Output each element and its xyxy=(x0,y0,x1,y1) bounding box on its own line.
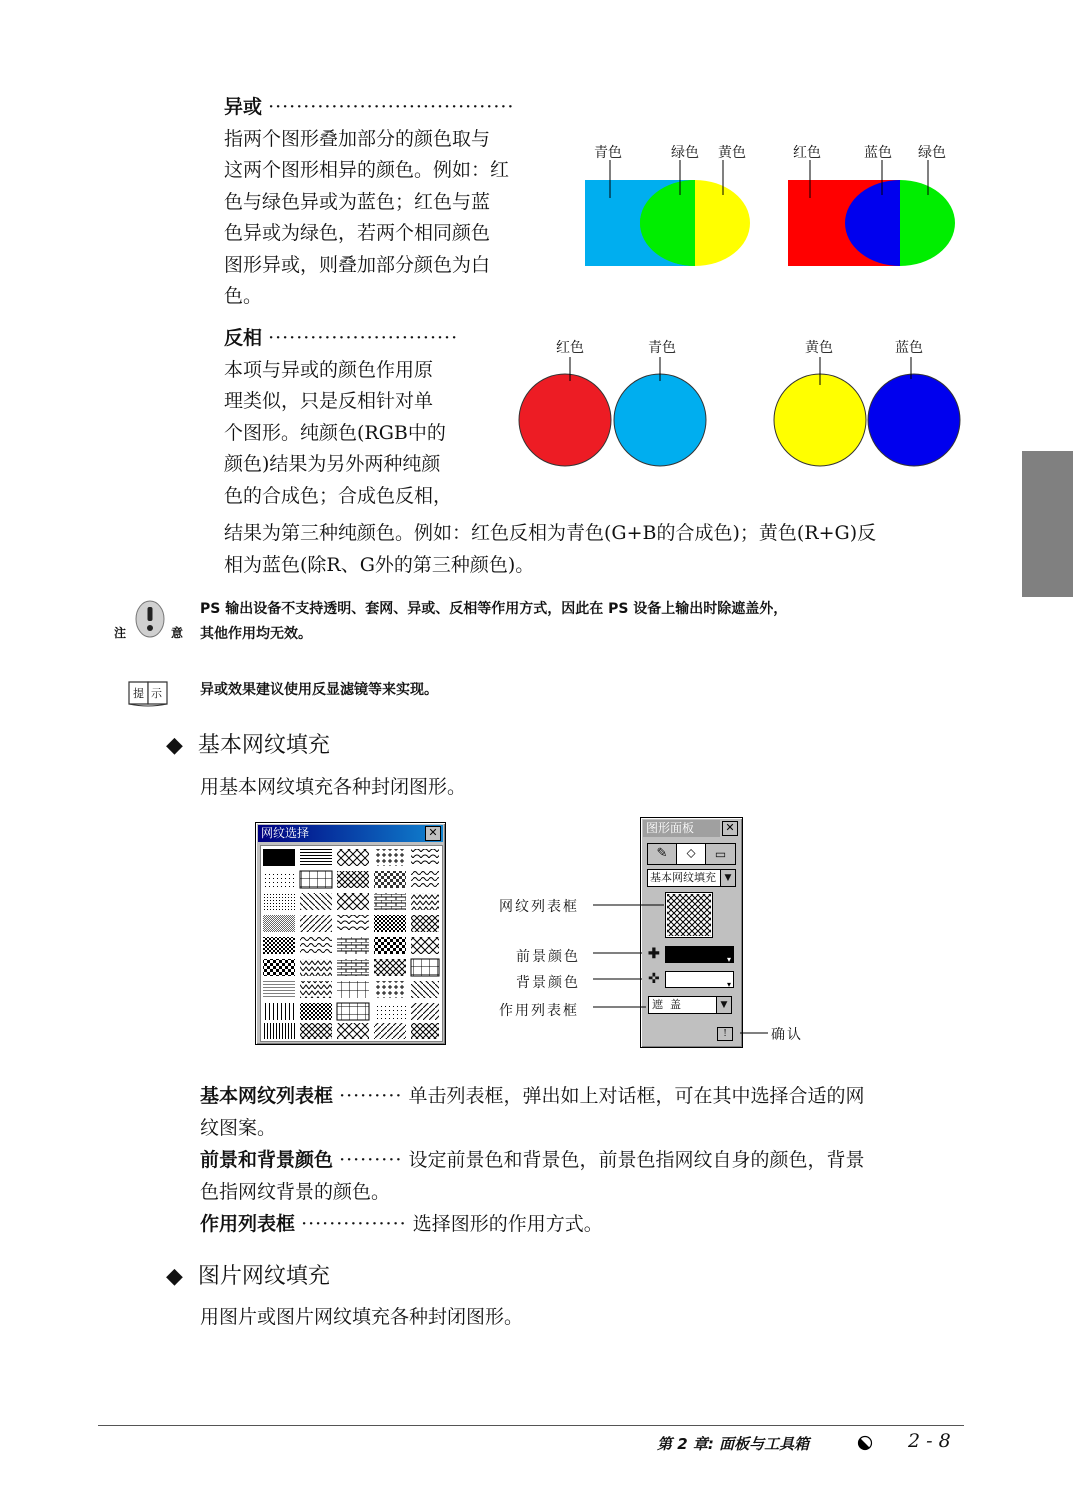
fg-plus-icon: ✚ xyxy=(648,946,660,962)
pen-tab-icon[interactable]: ✎ xyxy=(648,844,677,864)
callout-pattern-list: 网纹列表框 xyxy=(499,899,579,915)
pattern-type-value: 基本网纹填充 xyxy=(650,871,716,884)
xor-left-label-yellow: 黄色 xyxy=(718,145,746,161)
invert-full-line: 相为蓝色(除R、G外的第三种颜色)。 xyxy=(224,553,535,576)
invert-heading: 反相 xyxy=(224,327,263,349)
callout-confirm: 确认 xyxy=(771,1027,803,1043)
xor-line: 色。 xyxy=(224,285,263,307)
xor-heading-line xyxy=(224,92,554,124)
section1-title: 基本网纹填充 xyxy=(197,733,330,758)
note-text xyxy=(200,597,787,647)
invert-label-cyan: 青色 xyxy=(648,340,676,356)
footer-chapter: 第 2 章: 面板与工具箱 xyxy=(657,1435,810,1453)
xor-line: 色异或为绿色，若两个相同颜色 xyxy=(224,222,491,244)
xor-section xyxy=(224,92,554,313)
definition-text: 纹图案。 xyxy=(200,1117,277,1139)
definition-term: 作用列表框 xyxy=(200,1213,296,1235)
invert-line: 个图形。纯颜色(RGB中的 xyxy=(224,421,446,444)
xor-line: 指两个图形叠加部分的颜色取与 xyxy=(224,127,491,150)
invert-label-red: 红色 xyxy=(556,340,584,356)
pattern-row[interactable] xyxy=(263,981,439,998)
note-icon-char-right: 意 xyxy=(171,626,184,640)
cyan-circle xyxy=(614,374,706,466)
definitions xyxy=(200,1080,970,1240)
definition-mode xyxy=(200,1208,970,1240)
pattern-dialog-titlebar xyxy=(258,825,443,842)
chapter-side-tab xyxy=(1022,451,1073,597)
invert-line: 本项与异或的颜色作用原 xyxy=(224,358,434,381)
definition-colors xyxy=(200,1144,970,1176)
yellow-circle xyxy=(774,374,866,466)
section2-intro: 用图片或图片网纹填充各种封闭图形。 xyxy=(200,1306,524,1328)
invert-diagram xyxy=(510,355,970,475)
invert-section xyxy=(224,323,504,512)
footer-rule xyxy=(98,1425,964,1426)
definition-dots: ········· xyxy=(339,1085,403,1107)
note-icon xyxy=(114,598,184,644)
xor-line: 色与绿色异或为蓝色；红色与蓝 xyxy=(224,190,491,213)
panel-tab-bar xyxy=(647,843,736,865)
tip-icon-char: 示 xyxy=(151,687,162,700)
shape-panel-titlebar xyxy=(643,820,720,837)
pattern-type-dropdown[interactable] xyxy=(647,869,736,887)
chevron-down-icon: ▼ xyxy=(720,870,735,886)
definition-text: 设定前景色和背景色，前景色指网纹自身的颜色，背景 xyxy=(408,1149,865,1171)
fill-tab-icon[interactable]: ⬦ xyxy=(677,844,706,864)
red-circle xyxy=(519,374,611,466)
pattern-row[interactable] xyxy=(263,849,439,866)
xor-heading: 异或 xyxy=(224,96,263,118)
section1-header xyxy=(166,728,330,759)
pattern-row[interactable] xyxy=(263,893,439,910)
confirm-glyph: ! xyxy=(723,1029,727,1039)
invert-line: 颜色)结果为另外两种纯颜 xyxy=(224,453,441,475)
definition-text: 单击列表框，弹出如上对话框，可在其中选择合适的网 xyxy=(408,1085,865,1107)
section1-intro: 用基本网纹填充各种封闭图形。 xyxy=(200,776,467,798)
invert-label-blue: 蓝色 xyxy=(895,340,923,356)
callout-bg-color: 背景颜色 xyxy=(516,975,580,991)
xor-line: 这两个图形相异的颜色。例如：红 xyxy=(224,159,510,181)
definition-pattern-list xyxy=(200,1080,970,1112)
chevron-down-icon: ▼ xyxy=(716,997,731,1013)
close-icon[interactable]: ✕ xyxy=(425,826,441,841)
xor-right-label-green: 绿色 xyxy=(918,145,946,161)
callout-fg-color: 前景颜色 xyxy=(516,949,580,965)
invert-full-line: 结果为第三种纯颜色。例如：红色反相为青色(G+B的合成色)；黄色(R+G)反 xyxy=(224,522,877,544)
invert-heading-dots: ··························· xyxy=(268,327,459,349)
definition-term: 基本网纹列表框 xyxy=(200,1085,334,1107)
footer-page-number: 2 - 8 xyxy=(908,1430,951,1452)
xor-right-label-red: 红色 xyxy=(793,145,821,161)
section2-header xyxy=(166,1259,330,1290)
definition-dots: ········· xyxy=(339,1149,403,1171)
invert-label-yellow: 黄色 xyxy=(805,340,833,356)
note-line: PS 输出设备不支持透明、套网、异或、反相等作用方式，因此在 PS 设备上输出时除遮盖外， xyxy=(200,601,788,617)
pattern-dialog xyxy=(255,822,446,1045)
definition-text: 选择图形的作用方式。 xyxy=(412,1213,603,1235)
shape-panel-title: 图形面板 xyxy=(646,821,695,835)
diamond-bullet-icon: ◆ xyxy=(166,733,183,758)
section2-title: 图片网纹填充 xyxy=(197,1264,330,1289)
chevron-down-icon: ▾ xyxy=(726,955,731,964)
invert-line: 色的合成色；合成色反相， xyxy=(224,484,453,507)
xor-line: 图形异或，则叠加部分颜色为白 xyxy=(224,253,491,276)
pattern-row[interactable] xyxy=(263,1023,439,1039)
xor-diagram-right xyxy=(780,160,960,270)
bg-plus-icon: ✜ xyxy=(648,971,660,987)
chevron-down-icon: ▾ xyxy=(726,980,731,989)
definition-dots: ··············· xyxy=(301,1213,407,1235)
xor-right-label-blue: 蓝色 xyxy=(864,145,892,161)
definition-text: 色指网纹背景的颜色。 xyxy=(200,1181,391,1203)
invert-continued xyxy=(224,518,974,581)
definition-term: 前景和背景颜色 xyxy=(200,1149,334,1171)
callout-lines xyxy=(590,890,780,1040)
note-icon-char-left: 注 xyxy=(114,626,127,640)
callout-mode-list: 作用列表框 xyxy=(499,1003,579,1019)
shadow-tab-icon[interactable]: ▭ xyxy=(714,847,727,861)
half-circle-icon xyxy=(857,1435,873,1451)
xor-left-label-cyan: 青色 xyxy=(594,145,622,161)
invert-line: 理类似，只是反相针对单 xyxy=(224,390,434,412)
invert-heading-line xyxy=(224,323,504,355)
pattern-swatches xyxy=(261,846,442,1041)
mode-value: 遮 盖 xyxy=(652,998,681,1011)
tip-text: 异或效果建议使用反显滤镜等来实现。 xyxy=(200,682,438,698)
pattern-row[interactable] xyxy=(263,871,439,888)
pattern-grid xyxy=(260,845,443,1042)
diamond-bullet-icon: ◆ xyxy=(166,1264,183,1289)
xor-left-label-green: 绿色 xyxy=(671,145,699,161)
pattern-row[interactable] xyxy=(263,959,439,976)
pattern-row[interactable] xyxy=(263,915,439,932)
pattern-dialog-title: 网纹选择 xyxy=(261,826,310,840)
xor-diagram-left xyxy=(580,160,760,270)
pattern-row[interactable] xyxy=(263,1003,439,1020)
tip-icon-char: 提 xyxy=(133,687,144,700)
close-icon[interactable]: ✕ xyxy=(722,821,738,836)
pattern-row[interactable] xyxy=(263,937,439,954)
note-line: 其他作用均无效。 xyxy=(200,626,312,642)
xor-heading-dots: ··································· xyxy=(268,96,515,118)
blue-circle xyxy=(868,374,960,466)
